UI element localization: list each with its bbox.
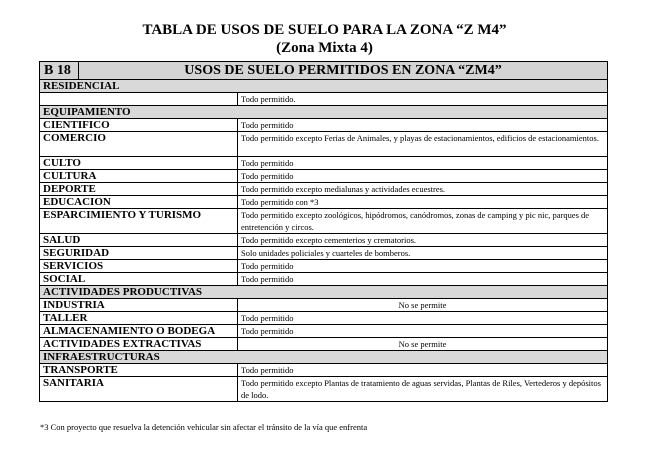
use-value: Todo permitido excepto zoológicos, hipódromos, canódromos, zonas de camping y pic nic, parques de entretención y circos. [238,209,608,234]
document-title: TABLA DE USOS DE SUELO PARA LA ZONA “Z M4” [142,22,507,38]
section-row [40,351,608,364]
use-value: Todo permitido [238,325,608,338]
section-row [40,106,608,119]
use-label: DEPORTE [40,183,238,196]
use-value: Todo permitido excepto Plantas de tratamiento de aguas servidas, Plantas de Riles, Vertederos y depósitos de lodo. [238,377,608,402]
table-row [40,132,608,157]
use-value: Todo permitido [238,364,608,377]
use-label: SERVICIOS [40,260,238,273]
table-header-row [40,62,608,80]
table-row [40,377,608,402]
table-row [40,260,608,273]
table-row [40,170,608,183]
use-label: INDUSTRIA [40,299,238,312]
table-row [40,119,608,132]
table-row [40,234,608,247]
use-value: Todo permitido [238,119,608,132]
table-row [40,338,608,351]
use-label: ACTIVIDADES EXTRACTIVAS [40,338,238,351]
table-row [40,364,608,377]
land-use-table [39,61,608,402]
table-code: B 18 [40,62,79,79]
use-value: Solo unidades policiales y cuarteles de bomberos. [238,247,608,260]
table-row [40,312,608,325]
use-label: TALLER [40,312,238,325]
use-value: Todo permitido [238,260,608,273]
document-subtitle: (Zona Mixta 4) [276,40,373,56]
use-label: EDUCACION [40,196,238,209]
use-label: COMERCIO [40,132,238,157]
section-label: INFRAESTRUCTURAS [40,351,608,364]
table-row [40,247,608,260]
use-label: CULTO [40,157,238,170]
table-title: USOS DE SUELO PERMITIDOS EN ZONA “ZM4” [184,63,502,78]
use-label: ALMACENAMIENTO O BODEGA [40,325,238,338]
section-row [40,80,608,93]
use-value: Todo permitido [238,312,608,325]
use-value: No se permite [238,299,608,312]
use-value: Todo permitido [238,157,608,170]
section-label: ACTIVIDADES PRODUCTIVAS [40,286,608,299]
use-value: Todo permitido con *3 [238,196,608,209]
table-row [40,299,608,312]
table-row [40,273,608,286]
use-value: Todo permitido [238,170,608,183]
table-row [40,183,608,196]
use-label: SALUD [40,234,238,247]
use-label: SANITARIA [40,377,238,402]
use-label: CULTURA [40,170,238,183]
section-label: RESIDENCIAL [40,80,608,93]
use-label: ESPARCIMIENTO Y TURISMO [40,209,238,234]
use-value: Todo permitido [238,273,608,286]
use-value: Todo permitido excepto medialunas y actividades ecuestres. [238,183,608,196]
use-label: TRANSPORTE [40,364,238,377]
use-value: Todo permitido excepto Ferias de Animales, y playas de estacionamientos, edificios de estacionamientos. [238,132,608,157]
table-row [40,157,608,170]
table-row [40,196,608,209]
use-label: SOCIAL [40,273,238,286]
table-row [40,325,608,338]
section-label: EQUIPAMIENTO [40,106,608,119]
use-value: Todo permitido excepto cementerios y crematorios. [238,234,608,247]
use-value: No se permite [238,338,608,351]
table-row [40,209,608,234]
use-label: CIENTIFICO [40,119,238,132]
section-row [40,286,608,299]
table-row [40,93,608,106]
footnote: *3 Con proyecto que resuelva la detención vehicular sin afectar el tránsito de la vía que enfrenta [40,422,368,432]
use-label [40,93,238,106]
use-label: SEGURIDAD [40,247,238,260]
use-value: Todo permitido. [238,93,608,106]
